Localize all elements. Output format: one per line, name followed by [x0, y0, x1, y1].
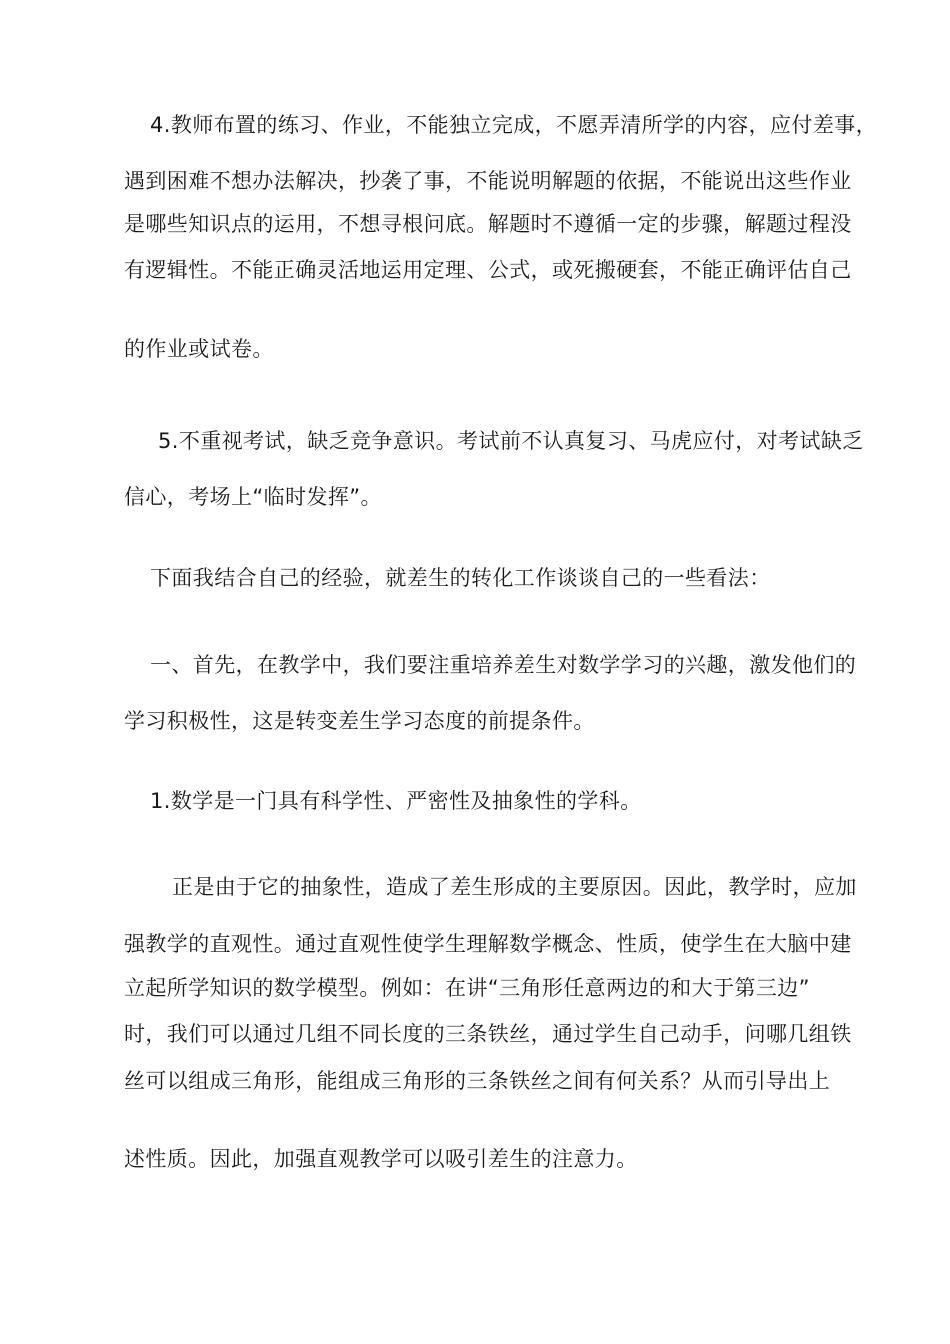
text-line-9: 一、首先，在教学中，我们要注重培养差生对数学学习的兴趣，激发他们的 [150, 653, 857, 677]
text-line-15: 时，我们可以通过几组不同长度的三条铁丝，通过学生自己动手，问哪几组铁 [124, 1022, 852, 1046]
text-line-7: 信心，考场上“临时发挥”。 [124, 485, 382, 509]
text-line-5: 的作业或试卷。 [124, 337, 274, 361]
text-line-13: 强教学的直观性。通过直观性使学生理解数学概念、性质，使学生在大脑中建 [124, 932, 852, 956]
text-line-2: 遇到困难不想办法解决，抄袭了事，不能说明解题的依据，不能说出这些作业 [124, 169, 852, 193]
text-line-11: 1.数学是一门具有科学性、严密性及抽象性的学科。 [150, 789, 642, 813]
text-line-3: 是哪些知识点的运用，不想寻根问底。解题时不遵循一定的步骤，解题过程没 [124, 212, 852, 236]
text-line-17: 述性质。因此，加强直观教学可以吸引差生的注意力。 [124, 1147, 638, 1171]
text-line-10: 学习积极性，这是转变差生学习态度的前提条件。 [124, 709, 595, 733]
text-line-14: 立起所学知识的数学模型。例如：在讲“三角形任意两边的和大于第三边” [124, 976, 810, 1000]
text-line-4: 有逻辑性。不能正确灵活地运用定理、公式，或死搬硬套，不能正确评估自己 [124, 258, 852, 282]
text-line-8: 下面我结合自己的经验，就差生的转化工作谈谈自己的一些看法： [150, 566, 771, 590]
text-line-6: 5.不重视考试，缺乏竞争意识。考试前不认真复习、马虎应付，对考试缺乏 [158, 429, 864, 453]
text-line-16: 丝可以组成三角形，能组成三角形的三条铁丝之间有何关系？从而引导出上 [124, 1069, 831, 1093]
text-line-12: 正是由于它的抽象性，造成了差生形成的主要原因。因此，教学时，应加 [172, 875, 857, 899]
text-line-1: 4.教师布置的练习、作业，不能独立完成，不愿弄清所学的内容，应付差事， [150, 113, 878, 137]
